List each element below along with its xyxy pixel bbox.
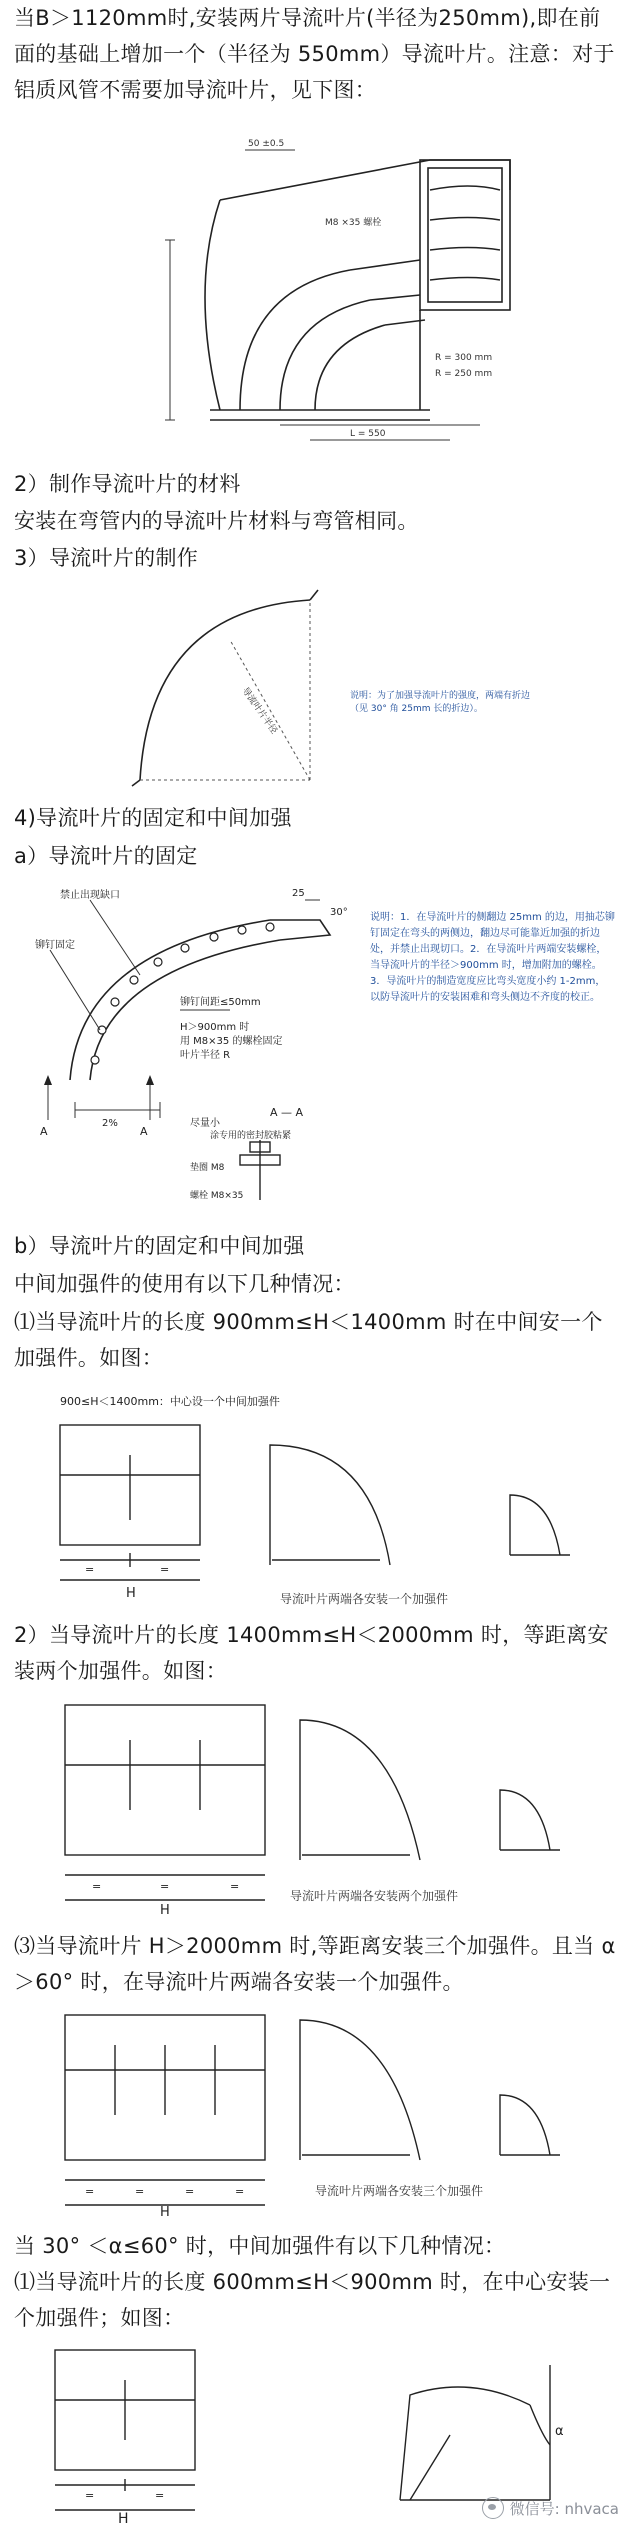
label-2pct: 2% <box>102 1118 118 1129</box>
paragraph-material: 安装在弯管内的导流叶片材料与弯管相同。 <box>14 509 419 533</box>
figure-three-reinforcements <box>60 2010 580 2220</box>
paragraph-alpha-cases: 当 30° ＜α≤60° 时，中间加强件有以下几种情况： <box>14 2234 506 2258</box>
heading-material: 2）制作导流叶片的材料 <box>14 472 241 496</box>
dimension-h: H <box>118 2511 129 2525</box>
label-section-a-left: A <box>40 1125 48 1138</box>
case-1-top-label: 900≤H＜1400mm：中心设一个中间加强件 <box>60 1395 280 1408</box>
eq-2: = <box>135 2185 145 2198</box>
radius-label: 导流叶片半径 <box>239 685 279 736</box>
figure-elbow-with-vanes <box>150 120 550 450</box>
dimension-h: H <box>126 1586 136 1601</box>
heading-vane-making: 3）导流叶片的制作 <box>14 546 199 570</box>
paragraph-case-3: ⑶当导流叶片 H＞2000mm 时,等距离安装三个加强件。且当 α＞60° 时，在导流叶片两端各安装一个加强件。 <box>14 1934 616 1994</box>
label-bolt: 螺栓 M8×35 <box>190 1191 244 1201</box>
label-as-small: 尽量小 <box>190 1118 220 1129</box>
label-vane-radius: 叶片半径 R <box>180 1050 231 1061</box>
wechat-icon <box>482 2497 504 2519</box>
note-fixing: 说明：1．在导流叶片的侧翻边 25mm 的边，用抽芯铆钉固定在弯头的两侧边，翻边尽可能靠近加强的折边处，并禁止出现切口。2．在导流叶片两端安装螺栓，当导流叶片的半径＞900mm 时，增加附加的螺栓。3．导流叶片的制造宽度应比弯头宽度小约 1-2mm，以防导流叶片的安装困难和弯头侧边不齐度的校正。 <box>370 912 615 1003</box>
watermark-text: 微信号: nhvaca <box>509 2499 619 2518</box>
caption-three-reinforcements: 导流叶片两端各安装三个加强件 <box>315 2184 484 2198</box>
label-m8-bolt-fix: 用 M8×35 的螺栓固定 <box>180 1036 283 1047</box>
note-vane-arc: 说明：为了加强导流叶片的强度，两端有折边（见 30° 角 25mm 长的折边）。 <box>350 691 530 714</box>
dim-m8-bolt: M8 ×35 螺栓 <box>325 218 382 228</box>
eq-left: = <box>85 2489 95 2502</box>
watermark <box>482 2497 619 2519</box>
eq-1: = <box>85 2185 95 2198</box>
heading-fixing-reinforcing: 4)导流叶片的固定和中间加强 <box>14 806 292 830</box>
label-h-gt-900: H＞900mm 时 <box>180 1022 250 1033</box>
dim-r300: R = 300 mm <box>435 353 493 363</box>
caption-one-reinforcement: 导流叶片两端各安装一个加强件 <box>280 1592 449 1606</box>
eq-2: = <box>160 1880 170 1893</box>
dim-r250: R = 250 mm <box>435 369 493 379</box>
eq-right: = <box>155 2489 165 2502</box>
dim-50: 50 ±0.5 <box>248 139 285 149</box>
label-section-a-right: A <box>140 1125 148 1138</box>
eq-1: = <box>92 1880 102 1893</box>
heading-fixing: a）导流叶片的固定 <box>14 844 198 868</box>
eq-4: = <box>235 2185 245 2198</box>
label-section-aa: A — A <box>270 1106 304 1119</box>
paragraph-alpha-case-1: ⑴当导流叶片的长度 600mm≤H＜900mm 时，在中心安装一个加强件；如图： <box>14 2270 611 2330</box>
paragraph-case-1: ⑴当导流叶片的长度 900mm≤H＜1400mm 时在中间安一个加强件。如图： <box>14 1310 603 1370</box>
label-30deg: 30° <box>330 907 348 918</box>
paragraph-cases: 中间加强件的使用有以下几种情况： <box>14 1272 355 1296</box>
dimension-h: H <box>160 1903 170 1918</box>
dim-l550: L = 550 <box>350 429 386 439</box>
angle-alpha: α <box>555 2424 564 2439</box>
label-25: 25 <box>292 888 305 899</box>
paragraph-case-2: 2）当导流叶片的长度 1400mm≤H＜2000mm 时，等距离安装两个加强件。如图： <box>14 1623 609 1683</box>
eq-left: = <box>85 1563 95 1576</box>
eq-3: = <box>185 2185 195 2198</box>
label-sealant: 涂专用的密封胶粘紧 <box>210 1131 292 1141</box>
figure-vane-fixing <box>30 880 620 1215</box>
label-washer: 垫圈 M8 <box>190 1163 225 1173</box>
dimension-h: H <box>160 2205 170 2220</box>
label-rivet-spacing: 铆钉间距≤50mm <box>180 997 261 1008</box>
label-rivet-fix: 铆钉固定 <box>35 940 75 951</box>
figure-one-reinforcement <box>50 1385 610 1615</box>
eq-3: = <box>230 1880 240 1893</box>
caption-two-reinforcements: 导流叶片两端各安装两个加强件 <box>290 1889 459 1903</box>
figure-two-reinforcements <box>60 1700 580 1920</box>
eq-right: = <box>160 1563 170 1576</box>
label-no-notch: 禁止出现缺口 <box>60 890 120 901</box>
figure-vane-arc <box>110 580 530 790</box>
paragraph-b-greater-1120: 当B＞1120mm时,安装两片导流叶片(半径为250mm),即在前面的基础上增加一个（半径为 550mm）导流叶片。注意：对于铝质风管不需要加导流叶片，见下图： <box>14 6 615 102</box>
heading-fixing-reinforcing-b: b）导流叶片的固定和中间加强 <box>14 1234 305 1258</box>
